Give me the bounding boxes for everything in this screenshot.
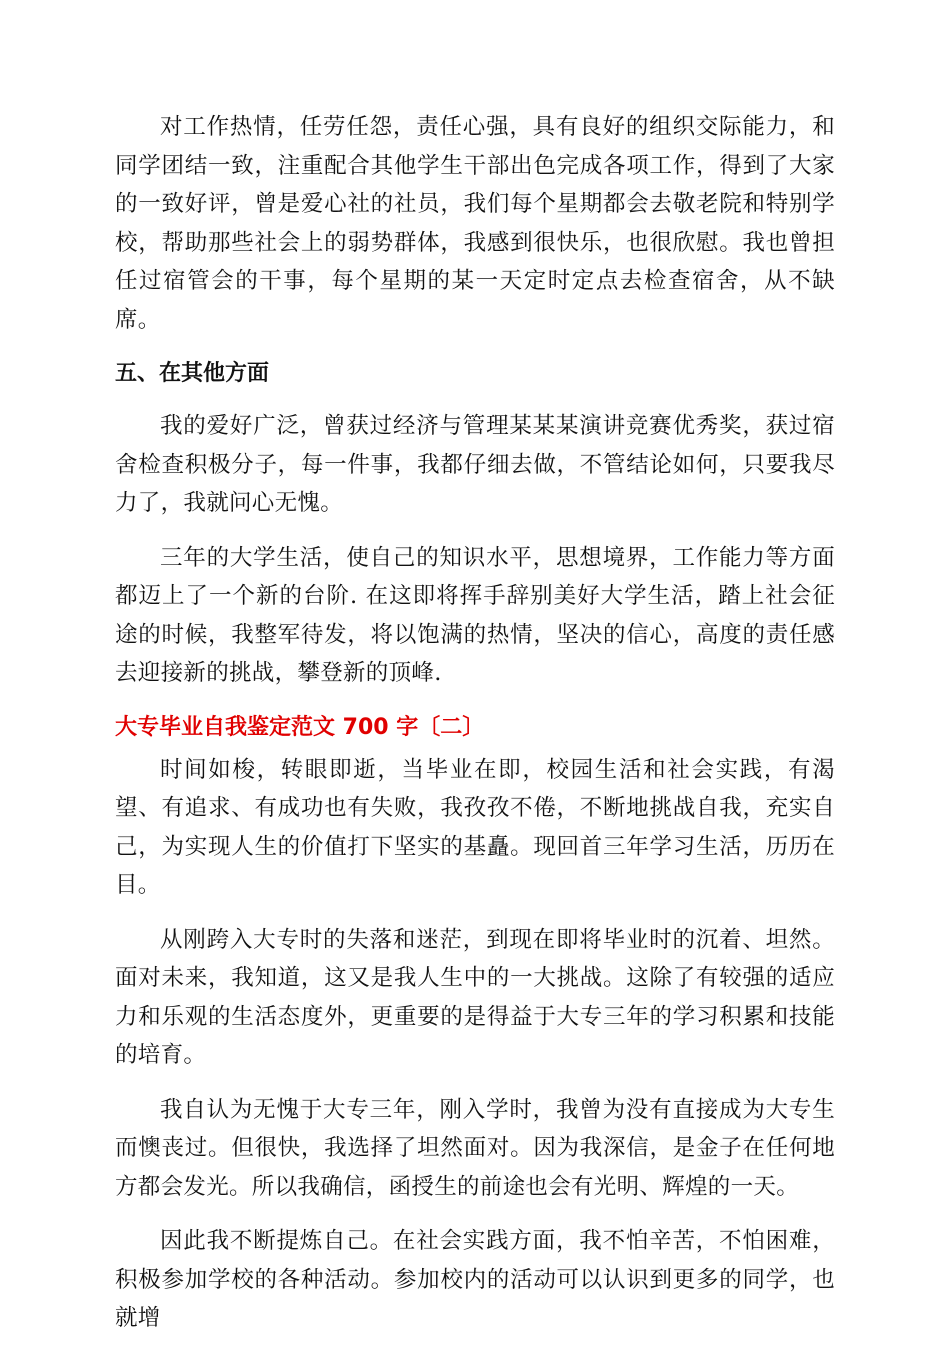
paragraph-three-years: 三年的大学生活，使自己的知识水平，思想境界，工作能力等方面都迈上了一个新的台阶. 在这即将挥手辞别美好大学生活，踏上社会征途的时候，我整军待发，将以饱满的热情，坚决的信心，高度的责任感去迎接新的挑战，攀登新的顶峰. [115, 544, 835, 686]
paragraph-work-attitude: 对工作热情，任劳任怨，责任心强，具有良好的组织交际能力，和同学团结一致，注重配合其他学生干部出色完成各项工作，得到了大家的一致好评，曾是爱心社的社员，我们每个星期都会去敬老院和特别学校，帮助那些社会上的弱势群体，我感到很快乐，也很欣慰。我也曾担任过宿管会的干事，每个星期的某一天定时定点去检查宿舍，从不缺席。 [115, 114, 835, 333]
paragraph-time-flies: 时间如梭，转眼即逝，当毕业在即，校园生活和社会实践，有渴望、有追求、有成功也有失败，我孜孜不倦，不断地挑战自我，充实自己，为实现人生的价值打下坚实的基矗。现回首三年学习生活，历历在目。 [115, 756, 835, 898]
paragraph-from-start: 从刚跨入大专时的失落和迷茫，到现在即将毕业时的沉着、坦然。面对未来，我知道，这又是我人生中的一大挑战。这除了有较强的适应力和乐观的生活态度外，更重要的是得益于大专三年的学习积累和技能的培育。 [115, 926, 835, 1068]
paragraph-self-assessment: 我自认为无愧于大专三年，刚入学时，我曾为没有直接成为大专生而懊丧过。但很快，我选择了坦然面对。因为我深信，是金子在任何地方都会发光。所以我确信，函授生的前途也会有光明、辉煌的一天。 [115, 1096, 835, 1200]
section-title: 大专毕业自我鉴定范文 700 字〔二〕 [115, 714, 485, 740]
paragraph-practice: 因此我不断提炼自己。在社会实践方面，我不怕辛苦，不怕困难，积极参加学校的各种活动。参加校内的活动可以认识到更多的同学，也就增 [115, 1228, 835, 1331]
heading-other-aspects: 五、在其他方面 [115, 361, 270, 386]
paragraph-hobbies: 我的爱好广泛，曾获过经济与管理某某某演讲竞赛优秀奖，获过宿舍检查积极分子，每一件事，我都仔细去做，不管结论如何，只要我尽力了，我就问心无愧。 [115, 413, 835, 516]
document-body [115, 108, 835, 1354]
